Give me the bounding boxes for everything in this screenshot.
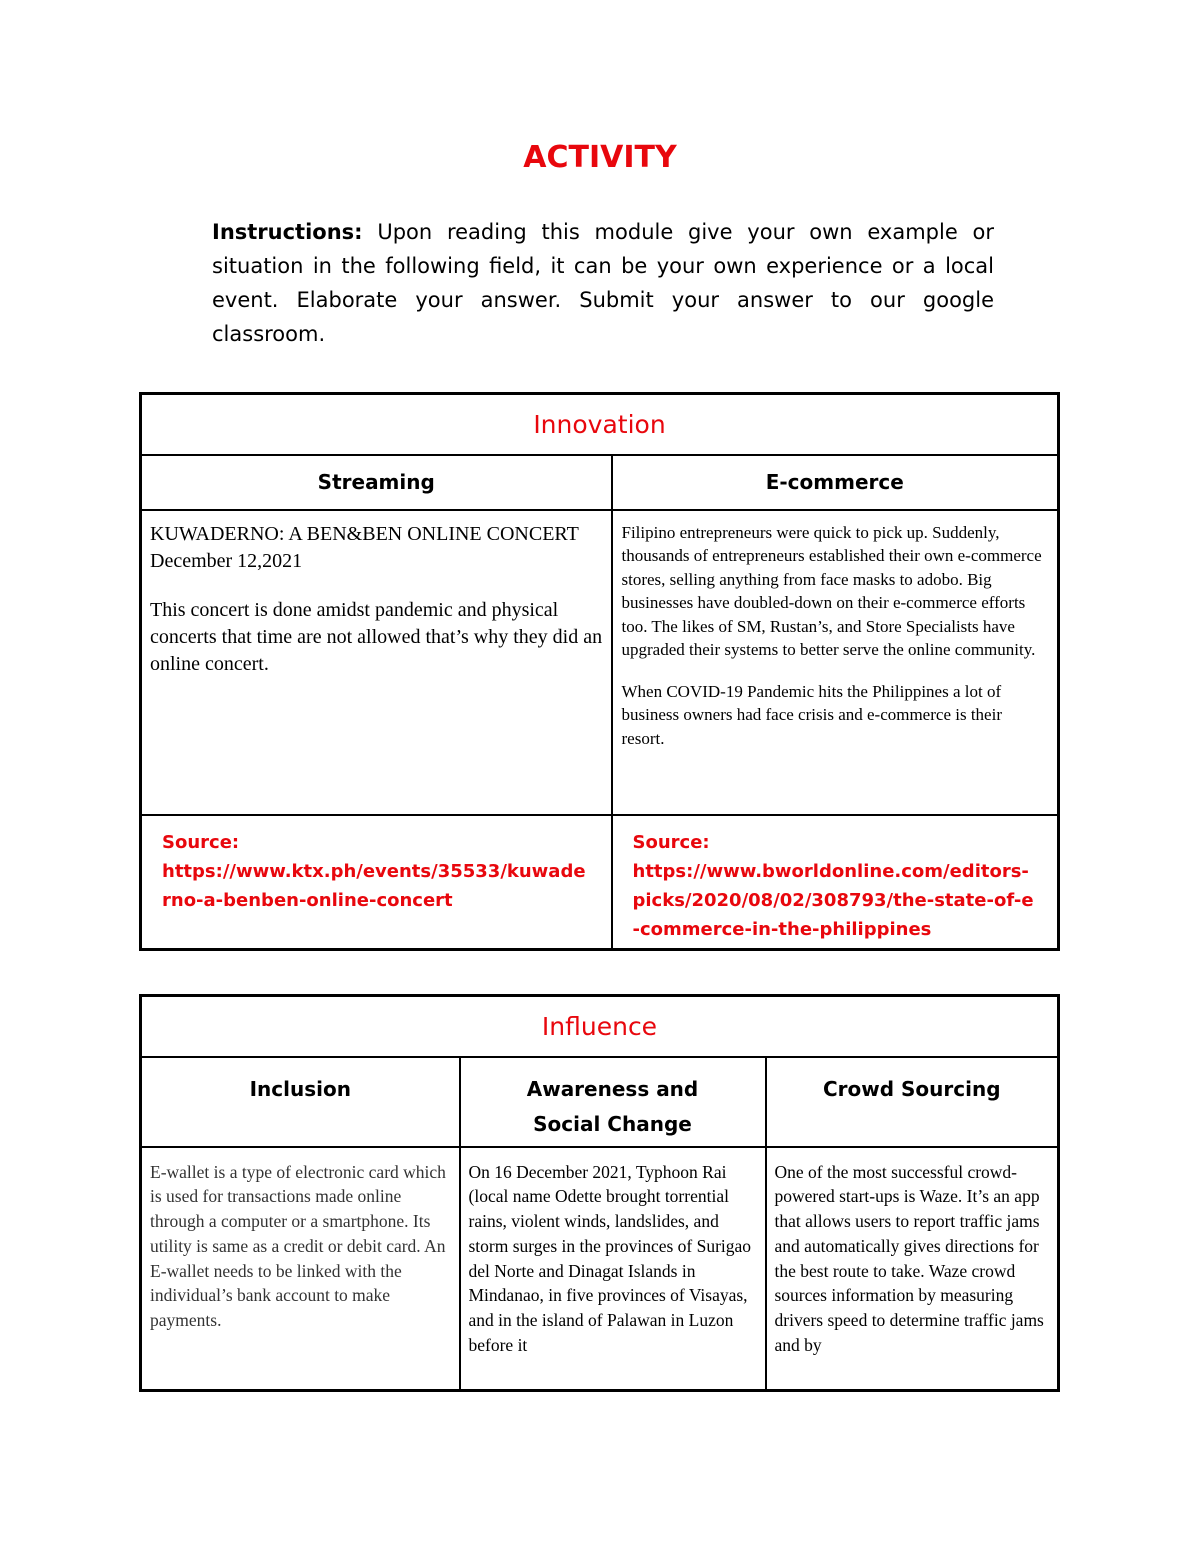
source-label: Source: (162, 831, 240, 853)
influence-heading: Influence (141, 996, 1059, 1057)
ecommerce-header: E-commerce (612, 455, 1059, 510)
ecommerce-para2: When COVID-19 Pandemic hits the Philippines a lot of business owners had face crisis and e-commerce is their resort. (621, 681, 1002, 748)
streaming-source (141, 815, 612, 950)
streaming-date: December 12,2021 (150, 549, 303, 572)
innovation-heading: Innovation (141, 394, 1059, 455)
streaming-title: KUWADERNO: A BEN&BEN ONLINE CONCERT (150, 522, 579, 545)
ecommerce-para1: Filipino entrepreneurs were quick to pick up. Suddenly, thousands of entrepreneurs established their own e-commerce stores, selling anything from face masks to adobo. Big businesses have doubled-down on their e-commerce efforts too. The likes of SM, Rustan’s, and Store Specialists have upgraded their systems to better serve the online community. (621, 522, 1042, 659)
streaming-cell (141, 510, 612, 815)
crowd-sourcing-header: Crowd Sourcing (766, 1057, 1059, 1147)
source-link[interactable]: https://www.ktx.ph/events/35533/kuwaderno-a-benben-online-concert (162, 860, 586, 911)
inclusion-header: Inclusion (141, 1057, 460, 1147)
awareness-header: Awareness and Social Change (460, 1057, 766, 1147)
innovation-table (139, 392, 1060, 951)
ecommerce-cell (612, 510, 1059, 815)
ecommerce-source (612, 815, 1059, 950)
crowd-sourcing-cell: One of the most successful crowd-powered start-ups is Waze. It’s an app that allows users to report traffic jams and automatically gives directions for the best route to take. Waze crowd sources information by measuring drivers speed to determine traffic jams and by (766, 1147, 1059, 1391)
instructions-label: Instructions: (212, 220, 363, 244)
instructions-text: Upon reading this module give your own example or situation in the following field, it can be your own experience or a local event. Elaborate your answer. Submit your answer to our google classroom. (212, 220, 994, 346)
streaming-header: Streaming (141, 455, 612, 510)
inclusion-cell: E-wallet is a type of electronic card which is used for transactions made online through a computer or a smartphone. Its utility is same as a credit or debit card. An E-wallet needs to be linked with the individual’s bank account to make payments. (141, 1147, 460, 1391)
instructions (212, 215, 994, 351)
influence-table (139, 994, 1060, 1392)
awareness-cell: On 16 December 2021, Typhoon Rai (local name Odette brought torrential rains, violent winds, landslides, and storm surges in the provinces of Surigao del Norte and Dinagat Islands in Mindanao, in five provinces of Visayas, and in the island of Palawan in Luzon before it (460, 1147, 766, 1391)
source-label: Source: (632, 831, 710, 853)
source-link[interactable]: https://www.bworldonline.com/editors-picks/2020/08/02/308793/the-state-of-e-commerce-in-the-philippines (632, 860, 1034, 940)
streaming-body: This concert is done amidst pandemic and physical concerts that time are not allowed that’s why they did an online concert. (150, 598, 603, 675)
page-title: ACTIVITY (523, 140, 677, 175)
